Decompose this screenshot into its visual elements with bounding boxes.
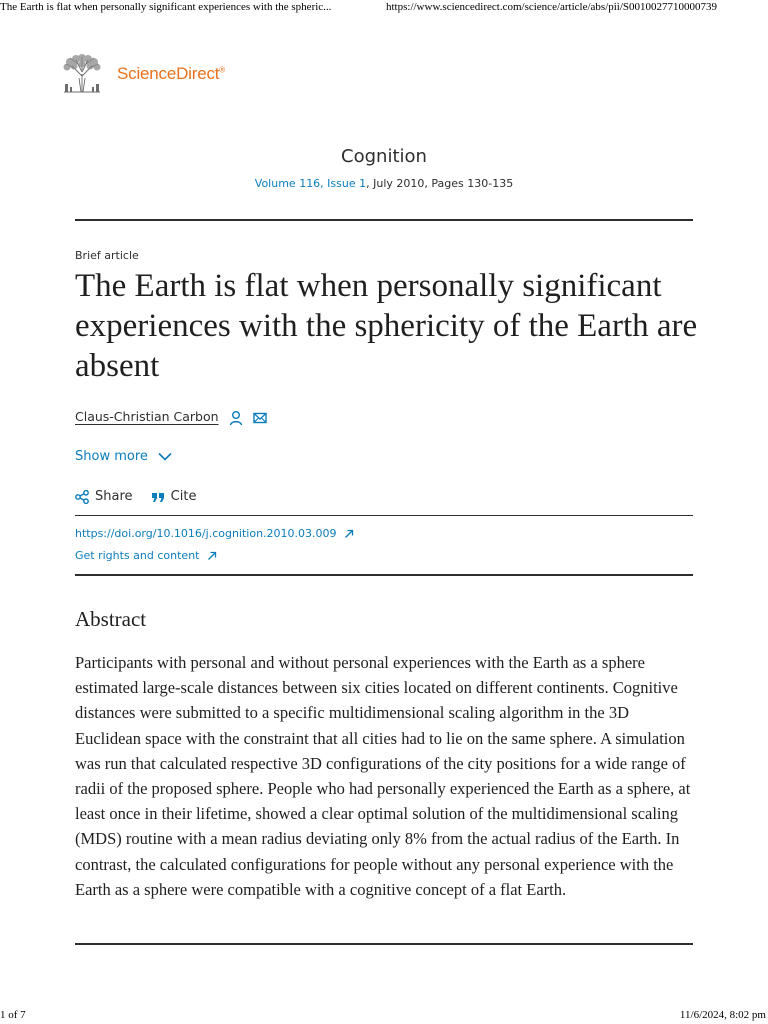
arrow-up-right-icon (207, 551, 217, 561)
divider (75, 219, 693, 221)
volume-issue-link[interactable]: Volume 116, Issue 1 (254, 177, 367, 190)
abstract-text: Participants with personal and without personal experiences with the Earth as a sphere estimated large-scale distances between six cities located on different continents. Cognitive distances were submitted to a specific multidimensional scaling algorithm in the 3D Euclidean space with the constraint that all cities had to lie on the same sphere. A simulation was run that calculated respective 3D configurations of the city positions for a wide range of radii of the proposed sphere. People who had personally experienced the Earth as a sphere, at least once in their lifetime, showed a clear optimal solution of the multidimensional scaling (MDS) routine with a mean radius deviating only 8% from the actual radius of the Earth. In contrast, the calculated configurations for people without any personal experience with the Earth as a sphere were compatible with a cognitive concept of a flat Earth. (75, 653, 691, 899)
chevron-down-icon (158, 452, 172, 461)
article-type: Brief article (75, 249, 139, 262)
person-icon[interactable] (229, 410, 243, 426)
divider (75, 943, 693, 945)
share-button[interactable] (75, 489, 133, 504)
divider (75, 574, 693, 576)
print-footer (0, 1008, 768, 1024)
brand-wordmark: ScienceDirect (117, 64, 220, 83)
print-header-title: The Earth is flat when personally significant experiences with the spheric... (0, 1, 332, 13)
brand-name (117, 64, 225, 84)
volume-info (0, 177, 768, 190)
print-header (0, 0, 768, 16)
cite-label: Cite (170, 489, 197, 504)
date-pages: , July 2010, Pages 130-135 (366, 177, 514, 190)
show-more-label: Show more (75, 449, 148, 464)
doi-link[interactable] (75, 527, 354, 540)
doi-text: https://doi.org/10.1016/j.cognition.2010.03.009 (75, 527, 337, 540)
article-actions (75, 489, 210, 504)
author-name[interactable]: Claus-Christian Carbon (75, 409, 219, 424)
print-header-url: https://www.sciencedirect.com/science/article/abs/pii/S0010027710000739 (386, 1, 718, 13)
elsevier-tree-icon (60, 54, 104, 94)
print-date: 11/6/2024, 8:02 pm (679, 1009, 766, 1021)
author-line (75, 409, 267, 429)
rights-link[interactable] (75, 549, 217, 562)
rights-text: Get rights and content (75, 549, 200, 562)
show-more-button[interactable] (75, 449, 172, 464)
divider (75, 515, 693, 516)
journal-title[interactable]: Cognition (341, 146, 427, 167)
arrow-up-right-icon (344, 529, 354, 539)
share-icon (75, 490, 89, 504)
registered-mark: ® (219, 65, 225, 75)
article-title: The Earth is flat when personally significant experiences with the sphericity of the Earth are absent (75, 268, 698, 384)
abstract-heading: Abstract (75, 607, 147, 631)
cite-button[interactable] (151, 489, 197, 504)
envelope-icon[interactable] (253, 412, 267, 424)
page-number: 1 of 7 (0, 1009, 26, 1021)
quote-icon (151, 491, 165, 503)
share-label: Share (95, 489, 133, 504)
sciencedirect-logo[interactable] (60, 54, 240, 94)
